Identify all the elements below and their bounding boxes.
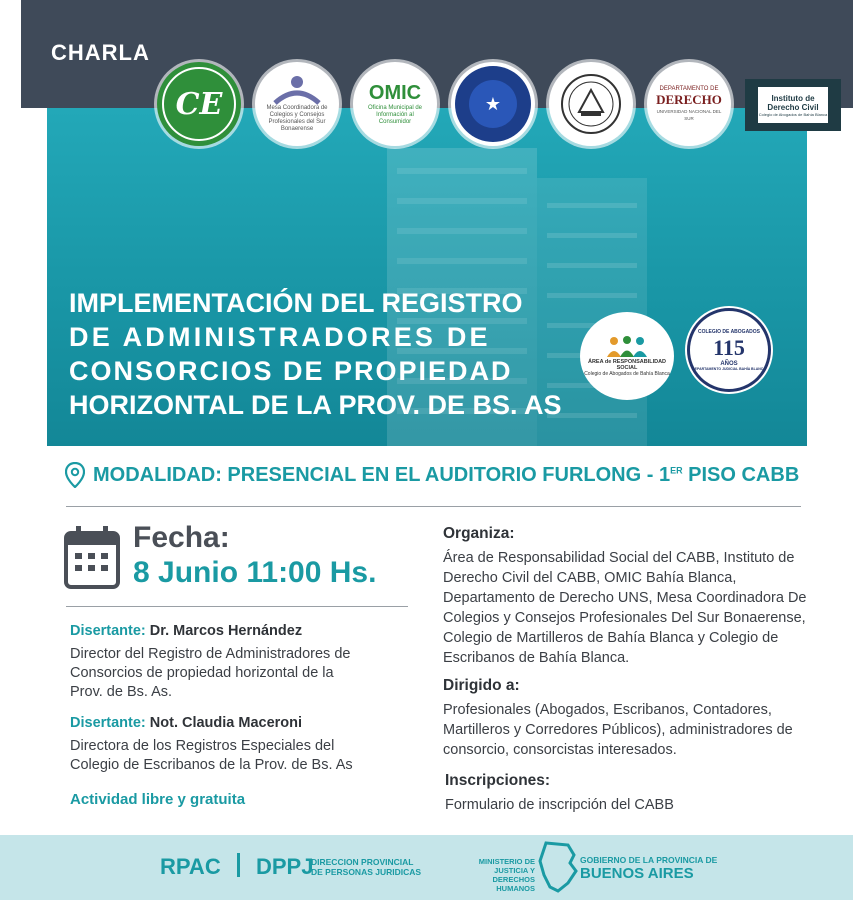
dppj-logo: DPPJ	[256, 854, 314, 879]
title-line: CONSORCIOS DE PROPIEDAD	[69, 356, 513, 386]
dirigido-heading: Dirigido a:	[443, 677, 520, 694]
colegio-logo-bottom: DEPARTAMENTO JUDICIAL BAHÍA BLANCA	[692, 367, 766, 371]
date-divider	[66, 606, 408, 607]
title-line: IMPLEMENTACIÓN DEL REGISTRO	[69, 288, 523, 318]
responsabilidad-social-logo	[580, 312, 674, 400]
footer-bar	[0, 835, 853, 900]
modality-main: MODALIDAD: PRESENCIAL EN EL AUDITORIO FURLONG - 1	[93, 463, 671, 486]
colegio-logo-years: AÑOS	[720, 361, 738, 367]
ministerio-line: DERECHOS HUMANOS	[492, 875, 535, 893]
derecho-logo-subtitle: UNIVERSIDAD NACIONAL DEL SUR	[656, 109, 722, 121]
speaker-description: Directora de los Registros Especiales del Colegio de Escribanos de la Prov. de Bs. As	[70, 738, 353, 773]
speaker-name: Dr. Marcos Hernández	[149, 623, 303, 639]
speaker-role: Disertante:	[70, 715, 146, 731]
speaker-role: Disertante:	[70, 623, 146, 639]
speaker-2	[70, 714, 390, 775]
event-title	[69, 286, 589, 422]
dppj-subtitle-line: DE PERSONAS JURIDICAS	[311, 867, 422, 877]
inscripciones-link[interactable]: Formulario de inscripción del CABB	[445, 797, 674, 813]
title-line: HORIZONTAL DE LA PROV. DE BS. AS	[69, 390, 562, 420]
area-logo-title: ÁREA de RESPONSABILIDAD SOCIAL	[587, 359, 667, 371]
gobierno-label: GOBIERNO DE LA PROVINCIA DE	[580, 855, 718, 865]
derecho-logo-top: DEPARTAMENTO DE	[659, 86, 719, 92]
omic-logo-subtitle: Oficina Municipal de Información al Consumidor	[367, 105, 423, 125]
dppj-subtitle-line: DIRECCION PROVINCIAL	[311, 857, 414, 867]
title-line: DE ADMINISTRADORES DE	[69, 322, 491, 352]
star-icon: ★	[469, 80, 517, 128]
location-pin-icon	[65, 462, 85, 488]
ministerio-line: MINISTERIO DE JUSTICIA Y	[478, 857, 535, 875]
departamento-derecho-logo	[647, 62, 731, 146]
seal-icon	[559, 72, 623, 136]
people-arc-icon	[271, 75, 323, 105]
escribanos-seal-logo	[549, 62, 633, 146]
colegio-abogados-logo	[685, 306, 773, 394]
rpac-logo: RPAC	[160, 854, 221, 879]
inscripciones-heading: Inscripciones:	[445, 772, 551, 789]
modality-line	[65, 462, 799, 488]
footer-separator	[237, 853, 240, 877]
colegio-logo-top: COLEGIO DE ABOGADOS	[697, 329, 761, 335]
ce-logo	[157, 62, 241, 146]
buenos-aires-label: BUENOS AIRES	[580, 865, 694, 882]
date-value: 8 Junio 11:00 Hs.	[133, 556, 377, 589]
ministerio-text	[457, 857, 535, 893]
speaker-description: Director del Registro de Administradores de Consorcios de propiedad horizontal de la Prov. de Bs. As.	[70, 646, 351, 700]
omic-logo	[353, 62, 437, 146]
derecho-logo-title: DERECHO	[656, 92, 722, 107]
date-label: Fecha:	[133, 521, 230, 554]
province-map-icon	[538, 841, 578, 895]
calendar-icon	[64, 525, 120, 589]
mesa-coordinadora-text: Mesa Coordinadora de Colegios y Consejos Profesionales del Sur Bonaerense	[266, 105, 328, 132]
omic-logo-title: OMIC	[368, 82, 422, 104]
people-icon	[604, 335, 650, 359]
organiza-heading: Organiza:	[443, 525, 515, 542]
speaker-1	[70, 622, 390, 702]
hero-banner	[47, 108, 807, 446]
header-label: CHARLA	[51, 40, 150, 65]
organiza-body: Área de Responsabilidad Social del CABB, Instituto de Derecho Civil del CABB, OMIC Bahía Blanca, Departamento de Derecho UNS, Mesa Coordinadora De Colegios y Consejos Profesionales Del Sur Bonaerense, Colegio de Martilleros de Bahía Blanca y Colegio de Escribanos de Bahía Blanca.	[443, 550, 807, 666]
modality-superscript: ER	[670, 464, 683, 475]
dirigido-body: Profesionales (Abogados, Escribanos, Contadores, Martilleros y Corredores Públicos), administradores de consorcio, consorcistas interesados.	[443, 702, 793, 758]
partner-logos	[157, 62, 847, 150]
instituto-derecho-civil-logo	[745, 79, 841, 131]
ce-logo-text: CE	[175, 86, 223, 122]
dppj-subtitle	[311, 857, 421, 877]
instituto-logo-title: Instituto de Derecho Civil	[767, 93, 819, 112]
instituto-logo-subtitle: Colegio de Abogados de Bahía Blanca	[758, 111, 828, 117]
free-activity-note: Actividad libre y gratuita	[70, 791, 246, 808]
area-logo-subtitle: Colegio de Abogados de Bahía Blanca	[584, 371, 670, 377]
mesa-coordinadora-logo	[255, 62, 339, 146]
colegio-logo-number: 115	[713, 335, 745, 360]
speaker-name: Not. Claudia Maceroni	[149, 715, 303, 731]
martilleros-logo	[451, 62, 535, 146]
modality-text	[93, 464, 799, 487]
section-divider	[66, 506, 801, 507]
modality-after: PISO CABB	[682, 463, 800, 486]
